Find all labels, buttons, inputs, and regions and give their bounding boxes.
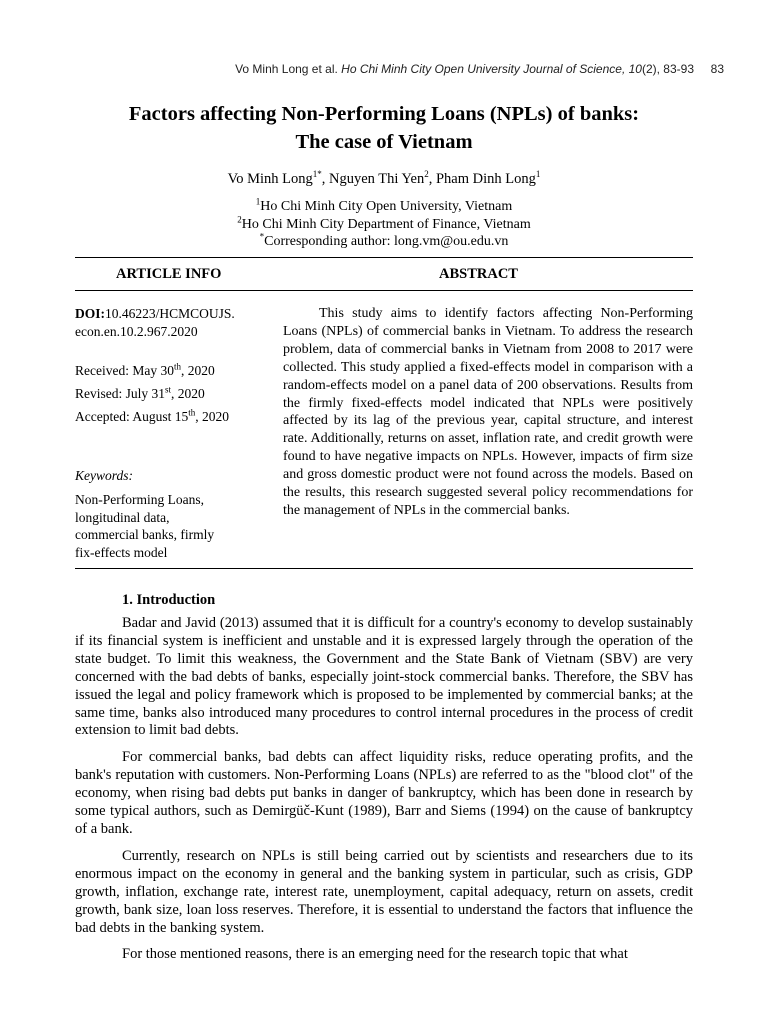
author-name: Vo Minh Long <box>227 171 313 187</box>
revised-date <box>75 385 255 403</box>
header-rule <box>75 290 693 291</box>
accepted-label: Accepted: August 15 <box>75 409 189 424</box>
received-year: , 2020 <box>181 363 215 378</box>
running-head-journal: Ho Chi Minh City Open University Journal of Science, 10 <box>341 62 642 76</box>
section-heading-introduction: 1. Introduction <box>122 592 216 608</box>
received-date <box>75 362 255 380</box>
affiliation-line <box>40 198 728 216</box>
affiliation-sup: 1 <box>255 196 261 207</box>
keyword-line: Non-Performing Loans, <box>75 492 204 507</box>
top-rule <box>75 257 693 258</box>
doi <box>75 305 255 340</box>
revised-year: , 2020 <box>171 386 205 401</box>
author-name: Nguyen Thi Yen <box>329 171 425 187</box>
affiliation-text: Corresponding author: long.vm@ou.edu.vn <box>264 234 509 249</box>
accepted-date <box>75 408 255 426</box>
paragraph: For those mentioned reasons, there is an emerging need for the research topic that what <box>122 946 628 963</box>
abstract-text: This study aims to identify factors affecting Non-Performing Loans (NPLs) of commercial banks in Vietnam. To address the research problem, data of commercial banks in Vietnam from 2008 to 2017 were collected. This study applied a fixed-effects model in comparison with a random-effects model on a panel data of 200 observations. Results from the firmly fixed-effects model indicated that NPLs were positively affected by its lag of the previous year, capital structure, and interest rate. Additionally, returns on asset, inflation rate, and credit growth were found to have negative impacts on NPLs. However, impacts of firm size and gross domestic product were not found across the models. Based on the results, this research suggested several policy recommendations for the management of NPLs in the commercial banks. <box>283 306 693 518</box>
author-name: Pham Dinh Long <box>435 171 536 187</box>
paragraph: Currently, research on NPLs is still being carried out by scientists and researchers due to its enormous impact on the economy in general and the banking system in particular, such as crisis, GDP growth, inflation, exchange rate, interest rate, unemployment, capital adequacy, return on assets, credit growth, bank size, loan loss reserves. Therefore, it is essential to understand the factors that influence the bad debts in the banking system. <box>75 847 693 936</box>
bottom-rule <box>75 568 693 569</box>
doi-label: DOI: <box>75 306 105 321</box>
revised-label: Revised: July 31 <box>75 386 165 401</box>
doi-value-1: 10.46223/HCMCOUJS. <box>105 306 235 321</box>
affiliation-line <box>40 213 728 234</box>
affiliation-sup: * <box>259 231 265 242</box>
keywords-label: Keywords: <box>75 468 133 483</box>
affiliation-text: Ho Chi Minh City Open University, Vietnam <box>260 199 513 214</box>
introduction-body <box>75 615 693 973</box>
paragraph: Badar and Javid (2013) assumed that it is difficult for a country's economy to develop sustainably if its financial system is inefficient and unstable and it is expressed largely through the operation of the state budget. To limit this weakness, the Government and the State Bank of Vietnam (SBV) are very concerned with the bad debts of banks, especially joint-stock commercial banks. Therefore, the SBV has issued the legal and policy framework which is proposed to be implemented by commercial banks; at the same time, banks also introduced many procedures to control internal procedures in the process of credit extension to limit bad debts. <box>75 615 693 739</box>
received-label: Received: May 30 <box>75 363 174 378</box>
abstract-heading: ABSTRACT <box>439 266 518 282</box>
author-sup: 2 <box>424 169 429 180</box>
running-head <box>0 62 724 76</box>
paper-title <box>40 100 728 156</box>
revised-sup: st <box>165 384 172 395</box>
title-line-1: Factors affecting Non-Performing Loans (NPLs) of banks: <box>128 103 640 125</box>
author-sup: 1* <box>312 169 322 180</box>
corresponding-author <box>40 233 728 251</box>
accepted-sup: th <box>188 407 196 418</box>
author-separator: , <box>321 171 330 187</box>
doi-value-2: econ.en.10.2.967.2020 <box>75 323 198 339</box>
received-sup: th <box>173 361 181 372</box>
article-info-heading: ARTICLE INFO <box>116 266 222 282</box>
running-head-authors: Vo Minh Long et al. <box>235 62 338 76</box>
author-list <box>40 171 728 188</box>
keyword-line: commercial banks, firmly <box>75 527 215 542</box>
affiliations <box>40 198 728 251</box>
page-number: 83 <box>710 62 724 76</box>
accepted-year: , 2020 <box>195 409 229 424</box>
affiliation-text: Ho Chi Minh City Department of Finance, Vietnam <box>241 216 531 232</box>
keyword-line: fix-effects model <box>75 544 168 560</box>
keywords-list <box>75 491 255 561</box>
affiliation-sup: 2 <box>237 213 242 224</box>
paragraph: For commercial banks, bad debts can affect liquidity risks, reduce operating profits, and the bank's reputation with customers. Non-Performing Loans (NPLs) are referred to as the "blood clot" of the economy, when rising bad debts put banks in danger of bankruptcy, which has been done in research by some typical authors, such as Demirgüč-Kunt (1989), Barr and Siems (1994) on the cause of bankruptcy of a bank. <box>75 749 693 837</box>
author-separator: , <box>428 171 436 187</box>
running-head-issue: (2), 83-93 <box>641 62 694 76</box>
keyword-line: longitudinal data, <box>75 509 170 525</box>
author-sup: 1 <box>535 169 541 180</box>
title-line-2: The case of Vietnam <box>295 131 473 153</box>
